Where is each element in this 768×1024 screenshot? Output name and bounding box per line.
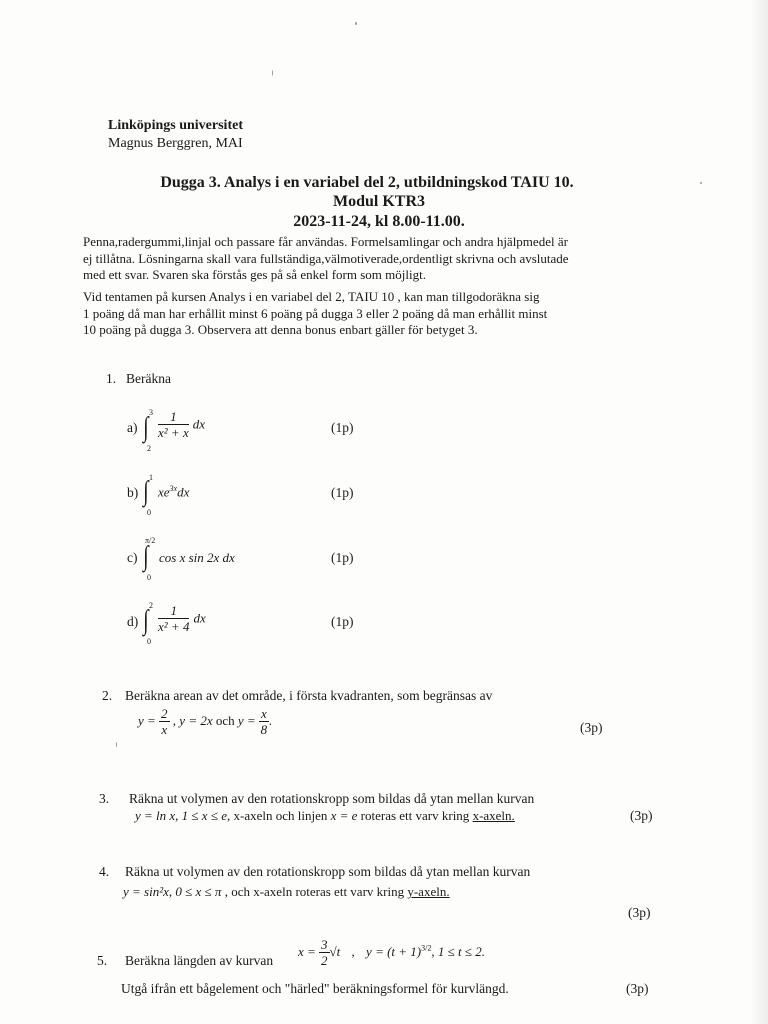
integral-sign: ∫: [143, 541, 149, 572]
q5-y-expr: y = (t + 1): [366, 943, 422, 959]
q2-points: (3p): [580, 720, 603, 735]
q2-y3-denominator: 8: [260, 722, 268, 737]
question-1-text: Beräkna: [126, 371, 171, 386]
q5-x-fraction: [319, 938, 330, 968]
q2-y3-numerator: x: [260, 706, 267, 721]
question-2-number: 2.: [102, 688, 113, 703]
q1c-label: c): [127, 550, 138, 565]
q5-curve: [298, 938, 485, 968]
instructions-line: med ett svar. Svaren ska förstås ges på så enkel form som möjligt.: [83, 267, 426, 282]
q5-x-denominator: 2: [321, 953, 328, 968]
q1b-integral: [142, 473, 262, 517]
bonus-paragraph: [83, 289, 723, 339]
question-5-number: 5.: [97, 953, 108, 968]
page-edge-shadow: [750, 0, 768, 1024]
author-name: Magnus Berggren, MAI: [108, 136, 243, 151]
q2-y2: y = 2x: [179, 712, 213, 728]
q3-line: x = e: [330, 808, 358, 823]
scan-speck: [272, 70, 273, 76]
bonus-line: 10 poäng på dugga 3. Observera att denna bonus enbart gäller för betyget 3.: [83, 322, 478, 337]
integral-sign: ∫: [143, 412, 149, 443]
q3-line2: [135, 808, 515, 824]
q1b-label: b): [127, 485, 139, 500]
q2-y1-fraction: [159, 707, 170, 737]
q4-points: (3p): [628, 905, 651, 920]
q2-y1-numerator: 2: [161, 706, 168, 721]
q5-x-lhs: x =: [298, 943, 316, 959]
q1d-fraction: [158, 604, 189, 634]
q1d-lower-limit: 0: [147, 637, 151, 646]
q1b-points: (1p): [331, 485, 354, 500]
q1d-upper-limit: 2: [149, 601, 153, 610]
q5-sqrt: √t: [329, 943, 341, 959]
exam-module: Modul KTR3: [332, 193, 425, 210]
university-name: Linköpings universitet: [108, 118, 243, 133]
q1a-integral: [142, 408, 262, 452]
q4-curve: y = sin²x, 0 ≤ x ≤ π: [123, 884, 222, 899]
scan-speck: [116, 742, 117, 747]
instructions-paragraph: [83, 234, 723, 284]
q2-end: .: [268, 712, 272, 728]
q5-points: (3p): [626, 981, 649, 996]
q1d-label: d): [127, 614, 139, 629]
q1d-dx: dx: [193, 610, 206, 626]
exam-date: 2023-11-24, kl 8.00-11.00.: [293, 213, 465, 230]
q1c-lower-limit: 0: [147, 573, 151, 582]
q3-tail-text: roteras ett varv kring: [360, 808, 470, 823]
question-1-number: 1.: [106, 371, 117, 386]
q1a-numerator: 1: [158, 410, 189, 425]
q3-points: (3p): [630, 808, 653, 823]
q2-y3-lhs: y =: [237, 712, 256, 728]
exam-title: Dugga 3. Analys i en variabel del 2, utbildningskod TAIU 10.: [160, 174, 574, 191]
question-5-text: Beräkna längden av kurvan: [125, 953, 274, 968]
integral-sign: ∫: [143, 476, 149, 507]
q4-line2: [123, 884, 450, 900]
q1a-upper-limit: 3: [149, 408, 153, 417]
instructions-line: Penna,radergummi,linjal och passare får användas. Formelsamlingar och andra hjälpmedel är: [83, 234, 568, 249]
q4-axis: y-axeln.: [407, 884, 450, 899]
q5-separator: ,: [351, 943, 355, 959]
question-4-number: 4.: [99, 864, 110, 879]
scan-speck: [355, 22, 357, 25]
q5-y-exponent: 3/2: [421, 943, 432, 953]
q4-tail-text: , och x-axeln roteras ett varv kring: [224, 884, 405, 899]
question-2-text: Beräkna arean av det område, i första kvadranten, som begränsas av: [125, 688, 493, 703]
q2-y3-fraction: [259, 707, 269, 737]
q1c-points: (1p): [331, 550, 354, 565]
q3-axis: x-axeln.: [472, 808, 515, 823]
q1a-fraction: [158, 410, 189, 440]
q1a-dx: dx: [192, 416, 205, 432]
q3-curve: y = ln x, 1 ≤ x ≤ e: [135, 808, 227, 823]
q1a-denominator: x² + x: [158, 425, 189, 440]
q5-x-numerator: 3: [321, 937, 328, 952]
question-3-number: 3.: [99, 791, 110, 806]
q1a-lower-limit: 2: [147, 444, 151, 453]
q1c-integrand: cos x sin 2x dx: [159, 550, 235, 565]
q2-y1-lhs: y =: [138, 712, 156, 728]
q2-y1-denominator: x: [161, 722, 168, 737]
q1b-dx: dx: [177, 484, 190, 500]
q1b-exponent: 3x: [169, 484, 178, 493]
q1a-points: (1p): [331, 420, 354, 435]
q5-line2: Utgå ifrån ett bågelement och "härled" beräkningsformel för kurvlängd.: [121, 981, 509, 996]
q1c-upper-limit: π/2: [145, 536, 156, 545]
q2-separator: ,: [172, 712, 177, 728]
q1b-upper-limit: 1: [149, 473, 153, 482]
question-3-text: Räkna ut volymen av den rotationskropp som bildas då ytan mellan kurvan: [129, 791, 535, 806]
q1d-points: (1p): [331, 614, 354, 629]
bonus-line: 1 poäng då man har erhållit minst 6 poäng på dugga 3 eller 2 poäng då man erhållit minst: [83, 305, 548, 321]
q1d-denominator: x² + 4: [158, 619, 190, 634]
q1a-label: a): [127, 420, 138, 435]
question-4-text: Räkna ut volymen av den rotationskropp som bildas då ytan mellan kurvan: [125, 864, 531, 879]
instructions-line: ej tillåtna. Lösningarna skall vara fullständiga,välmotiverade,ordentligt skrivna och avslutade: [83, 250, 569, 266]
q5-range: , 1 ≤ t ≤ 2.: [431, 943, 486, 959]
q1b-lower-limit: 0: [147, 508, 151, 517]
q2-och: och: [215, 712, 235, 728]
bonus-line: Vid tentamen på kursen Analys i en variabel del 2, TAIU 10 , kan man tillgodoräkna sig: [83, 289, 540, 304]
q1c-integral: [142, 536, 282, 582]
q1b-integrand: xe: [158, 484, 170, 500]
q3-mid-text: , x-axeln och linjen: [226, 808, 328, 823]
integral-sign: ∫: [143, 605, 149, 636]
q1d-integral: [142, 601, 262, 647]
q2-curves: [138, 707, 272, 737]
q1d-numerator: 1: [158, 604, 189, 619]
